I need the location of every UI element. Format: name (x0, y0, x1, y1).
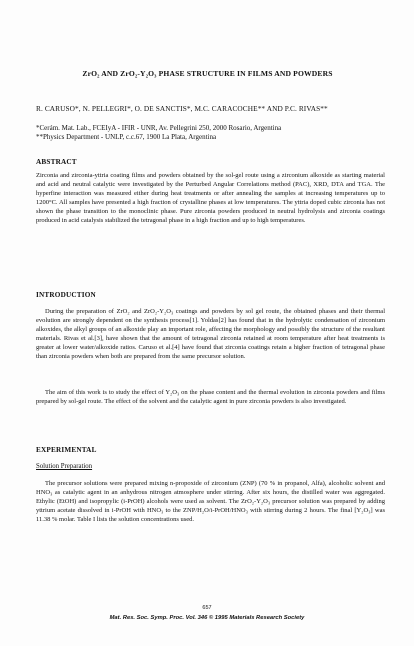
introduction-paragraph-2: The aim of this work is to study the effect of Y₂O₃ on the phase content and the thermal evolution in zirconia powders and films prepared by sol-gel route. The effect of the solvent and the catalytic agent in pure zirconia powders is also investigated. (36, 389, 385, 406)
affiliation-2: **Physics Department - UNLP, c.c.67, 1900 La Plata, Argentina (36, 133, 217, 141)
introduction-paragraph-1: During the preparation of ZrO₂ and ZrO₂-Y₂O₃ coatings and powders by sol gel route, the obtained phases and their thermal evolution are strongly dependent on the synthesis process[1]. Yoldas[2] has found that in the hydrolytic condensation of zirconium alkoxides, the alkyl groups of an alkoxide play an important role, affecting the morphology and possibly the structure of the resultant materials. Rivas et al.[3], have shown that the amount of tetragonal zirconia retained at room temperature after heat treatments is greater at lower water/alkoxide ratios. Caruso et al.[4] have found that zirconia coatings retain a higher fraction of tetragonal phase than zirconia powders when both are prepared from the same precursor solution. (36, 308, 385, 361)
author-list: R. CARUSO*, N. PELLEGRI*, O. DE SANCTIS*, M.C. CARACOCHE** AND P.C. RIVAS** (36, 104, 328, 113)
introduction-heading: INTRODUCTION (36, 291, 96, 299)
abstract-heading: ABSTRACT (36, 158, 77, 166)
experimental-heading: EXPERIMENTAL (36, 446, 97, 454)
paper-title: ZrO₂ AND ZrO₂-Y₂O₃ PHASE STRUCTURE IN FILMS AND POWDERS (82, 69, 333, 78)
affiliation-1: *Cerám. Mat. Lab., FCEIyA - IFIR - UNR, Av. Pellegrini 250, 2000 Rosario, Argentina (36, 124, 282, 132)
page-number: 657 (202, 605, 212, 611)
abstract-text: Zirconia and zirconia-yttria coating films and powders obtained by the sol-gel route using a zirconium alkoxide as starting material and acid and neutral catalytic were investigated by the Perturbed Angular Correlations method (PAC), XRD, DTA and TGA. The hyperfine interaction was measured either during heat treatments or after annealing the samples at increasing temperatures up to 1200°C. All samples have presented a high fraction of crystalline phases at low temperatures. The yttria doped cubic zirconia has not shown the phase transition to the monoclinic phase. Pure zirconia powders produced in neutral hydrolysis and zirconia coatings produced in acid catalysis stabilized the tetragonal phase in a high fraction and up to high temperatures. (36, 172, 385, 225)
journal-citation: Mat. Res. Soc. Symp. Proc. Vol. 346 © 1995 Materials Research Society (109, 615, 305, 621)
experimental-paragraph: The precursor solutions were prepared mixing n-propoxide of zirconium (ZNP) (70 % in propanol, Alfa), alcoholic solvent and HNO₃ as catalytic agent in an anhydrous nitrogen atmosphere under stirring. After six hours, the distilled water was aggregated. Ethylic (EtOH) and isopropylic (i-PrOH) alcohols were used as solvent. The ZrO₂-Y₂O₃ precursor solution was prepared by adding yttrium acetate dissolved in i-PrOH with HNO₃ to the ZNP/H₂O/i-PrOH/HNO₃ with stirring during 2 hours. The final [Y₂O₃] was 11.38 % molar. Table I lists the solution concentrations used. (36, 480, 385, 524)
solution-preparation-subheading: Solution Preparation (36, 463, 93, 470)
